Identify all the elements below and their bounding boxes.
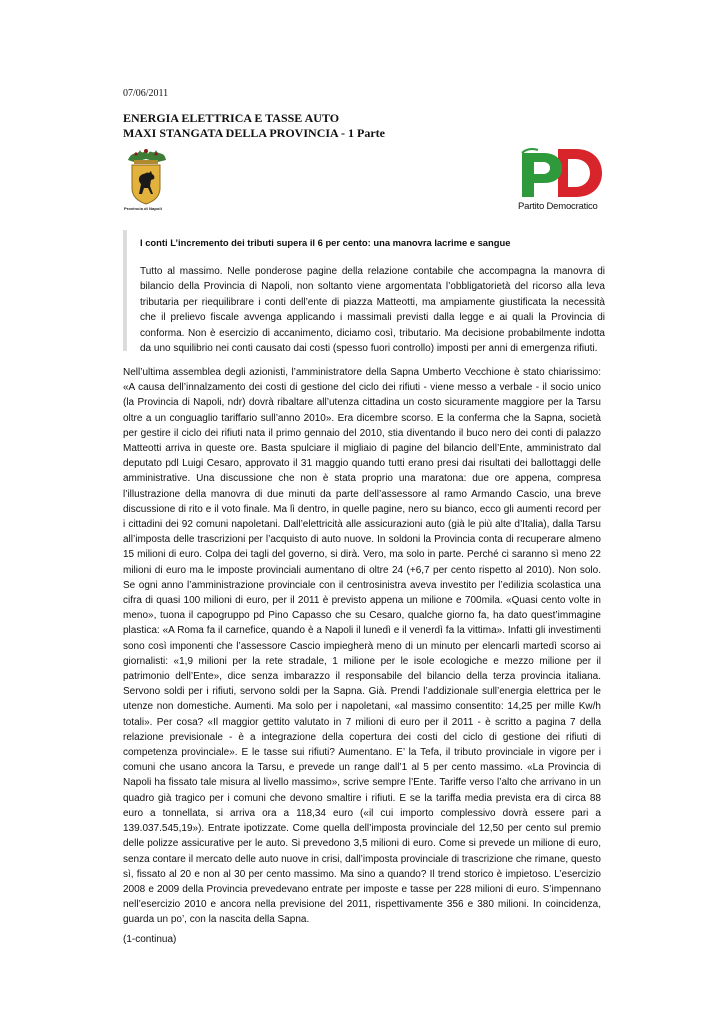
lead-quote-block	[123, 230, 605, 355]
pd-party-logo-icon	[518, 147, 604, 201]
article-date: 07/06/2011	[123, 88, 169, 99]
article-body	[123, 365, 601, 928]
article-lead: Tutto al massimo. Nelle ponderose pagine della relazione contabile che accompagna la manovra di bilancio della Provincia di Napoli, non soltanto viene argomentata l’obbligatorietà del ricorso alla leva tributaria per riequilibrare i conti dell’ente di piazza Matteotti, ma ampiamente giustificata la necessità che il prelievo fiscale avvenga applicando i massimali previsti dalla legge e ai quali la Provincia di conforma. Non è esercizio di accanimento, diciamo così, tributario. Ma decisione probabilmente indotta da uno squilibrio nei conti causato dai costi (spesso fuori controllo) imposti per anni di emergenza rifiuti.	[140, 266, 605, 355]
article-subtitle: I conti L’incremento dei tributi supera il 6 per cento: una manovra lacrime e sangue	[140, 237, 511, 248]
body-paragraph: Nell’ultima assemblea degli azionisti, l’amministratore della Sapna Umberto Vecchione è stato chiarissimo: «A causa dell’innalzamento dei costi di gestione del ciclo dei rifiuti - viene messo a verbale - il socio unico (la Provincia di Napoli, ndr) dovrà ribaltare all’utenza cittadina un costo sicuramente maggiore per la Tarsu oltre a un conguaglio tariffario sull’anno 2010». Era dicembre scorso. E la conferma che la Sapna, società per gestire il ciclo dei rifiuti nata il primo gennaio del 2010, stia diventando il buco nero dei conti di palazzo Matteotti arriva in queste ore. Basta spulciare il migliaio di pagine del bilancio dell’Ente, amministrato dal deputato pdl Luigi Cesaro, approvato il 31 maggio quando tutti erano presi dai risultati dei ballottaggi delle amministrative. Una discussione che non è stata proprio una maratona: due ore appena, compresa l’illustrazione della manovra di due minuti da parte dell’assessore al ramo Armando Cascio, una breve discussione di rito e il voto finale. Ma lì dentro, in quelle pagine, nero su bianco, ecco gli aumenti record per i cittadini dei 92 comuni napoletani. Dall’elettricità alle assicurazioni auto (già le più alte d’Italia), dalla Tarsu all’imposta delle trascrizioni per l’acquisto di auto nuove. In soldoni la Provincia conta di recuperare almeno 15 milioni di euro. Colpa dei tagli del governo, si dirà. Vero, ma solo in parte. Perché ci saranno sì meno 22 milioni di euro ma le imposte provinciali aumentano di oltre 24 (+6,7 per cento rispetto al 2010). Non solo. Se ogni anno l’amministrazione provinciale con il centrosinistra aveva investito per l’edilizia scolastica una cifra di quasi 100 milioni di euro, per il 2011 è previsto appena un milione e 700mila. «Quasi cento volte in meno», tuona il capogruppo pd Pino Capasso che su Cesaro, qualche giorno fa, ha dato quest’immagine plastica: «A Roma fa il carnefice, quando è a Napoli il lunedì e il venerdì fa la vittima». Infatti gli investimenti sono così imponenti che l’assessore Cascio impiegherà meno di un minuto per elencarli martedì scorso ai giornalisti: «1,9 milioni per la rete stradale, 1 milione per le isole ecologiche e mezzo milione per il patrimonio dell’Ente», dice senza imbarazzo il responsabile del bilancio della terza provincia italiana. Servono soldi per i rifiuti, servono soldi per la Sapna. Già. Prendi l’addizionale sull’energia elettrica per le utenze non domestiche. Aumenti. Ma solo per i napoletani, «al massimo consentito: 14,25 per mille Kw/h totali». Per cosa? «Il maggior gettito valutato in 7 milioni di euro per il 2011 - è scritto a pagina 7 della relazione previsionale - è a integrazione della copertura dei costi del ciclo di gestione dei rifiuti di competenza provinciale». E le tasse sui rifiuti? Aumentano. E’ la Tefa, il tributo provinciale in vigore per i comuni che usano ancora la Tarsu, e prevede un range dall’1 al 5 per cento massimo. «La Provincia di Napoli ha fissato tale misura al livello massimo», scrive sempre l’Ente. Tariffe verso l’alto che arrivano in un quadro già tragico per i comuni che devono smaltire i rifiuti. E se la tariffa media prevista era di circa 88 euro a tonnellata, si arriva ora a 118,34 euro («il cui importo complessivo dovrà essere pari a 139.037.545,19»). Entrate ipotizzate. Come quella dell’imposta provinciale del 12,50 per cento sul premio delle polizze assicurative per le auto. Si prevedono 3,5 milioni di euro. Come si prevede un milione di euro, senza contare il mercato delle auto nuove in crisi, dall’imposta provinciale di trascrizione che rimane, questo sì, fissato al 20 e non al 30 per cento massimo. Ma sino a quando? Il trend storico è impietoso. L’esercizio 2008 e 2009 della Provincia prevedevano entrate per imposte e tasse per 228 milioni di euro. S’impennano nell’esercizio 2010 e ancora nella previsione del 2011, rispettivamente 356 e 380 milioni. In coincidenza, guarda un po’, con la nascita della Sapna.	[123, 367, 601, 926]
article-title	[123, 111, 385, 141]
title-line-2: MAXI STANGATA DELLA PROVINCIA - 1 Parte	[123, 126, 386, 140]
continuation-note: (1-continua)	[123, 934, 177, 945]
title-line-1: ENERGIA ELETTRICA E TASSE AUTO	[123, 111, 340, 125]
crest-caption: Provincia di Napoli	[124, 206, 162, 211]
pd-logo-caption: Partito Democratico	[518, 201, 598, 212]
